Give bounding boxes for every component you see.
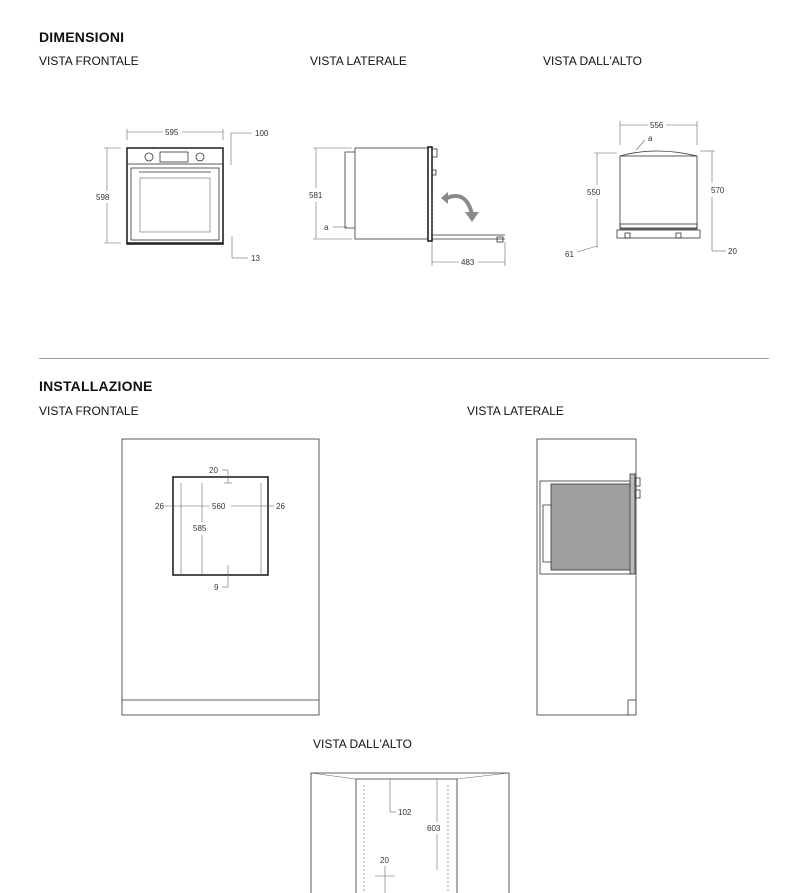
dim-top-right-height: 570 <box>711 186 725 195</box>
dim-cutout-width: 560 <box>212 502 226 511</box>
label-dim-side-view: VISTA LATERALE <box>310 54 407 68</box>
section-title-installazione: INSTALLAZIONE <box>39 378 153 394</box>
dim-front-bottom: 13 <box>251 254 260 263</box>
dim-side-height: 581 <box>309 191 323 200</box>
dim-top-width: 556 <box>650 121 664 130</box>
dim-side-depth: 483 <box>461 258 475 267</box>
label-inst-side-view: VISTA LATERALE <box>467 404 564 418</box>
dim-top-inst-a: 102 <box>398 808 412 817</box>
cabinet-top-view-drawing <box>311 773 509 893</box>
cabinet-side-view-drawing <box>537 439 640 715</box>
cabinet-front-view-drawing <box>122 439 319 715</box>
dim-front-width: 595 <box>165 128 179 137</box>
dim-top-inst-c: 20 <box>380 856 389 865</box>
dim-top-marker: a <box>648 134 653 143</box>
dim-top-bottom-right: 20 <box>728 247 737 256</box>
section-title-dimensioni: DIMENSIONI <box>39 29 125 45</box>
dim-cutout-top: 20 <box>209 466 218 475</box>
dim-front-height: 598 <box>96 193 110 202</box>
label-dim-top-view: VISTA DALL'ALTO <box>543 54 642 68</box>
dim-cutout-height: 585 <box>193 524 207 533</box>
dim-cutout-left: 26 <box>155 502 164 511</box>
label-dim-front-view: VISTA FRONTALE <box>39 54 139 68</box>
dim-top-bottom-left: 61 <box>565 250 574 259</box>
oven-side-view-drawing <box>313 147 505 266</box>
dim-top-inst-b: 603 <box>427 824 441 833</box>
oven-front-view-drawing <box>104 129 252 258</box>
dim-top-left-height: 550 <box>587 188 601 197</box>
dim-cutout-bottom: 9 <box>214 583 219 592</box>
dim-cutout-right: 26 <box>276 502 285 511</box>
dim-side-marker: a <box>324 223 329 232</box>
dim-front-right: 100 <box>255 129 269 138</box>
label-inst-front-view: VISTA FRONTALE <box>39 404 139 418</box>
label-inst-top-view: VISTA DALL'ALTO <box>313 737 412 751</box>
